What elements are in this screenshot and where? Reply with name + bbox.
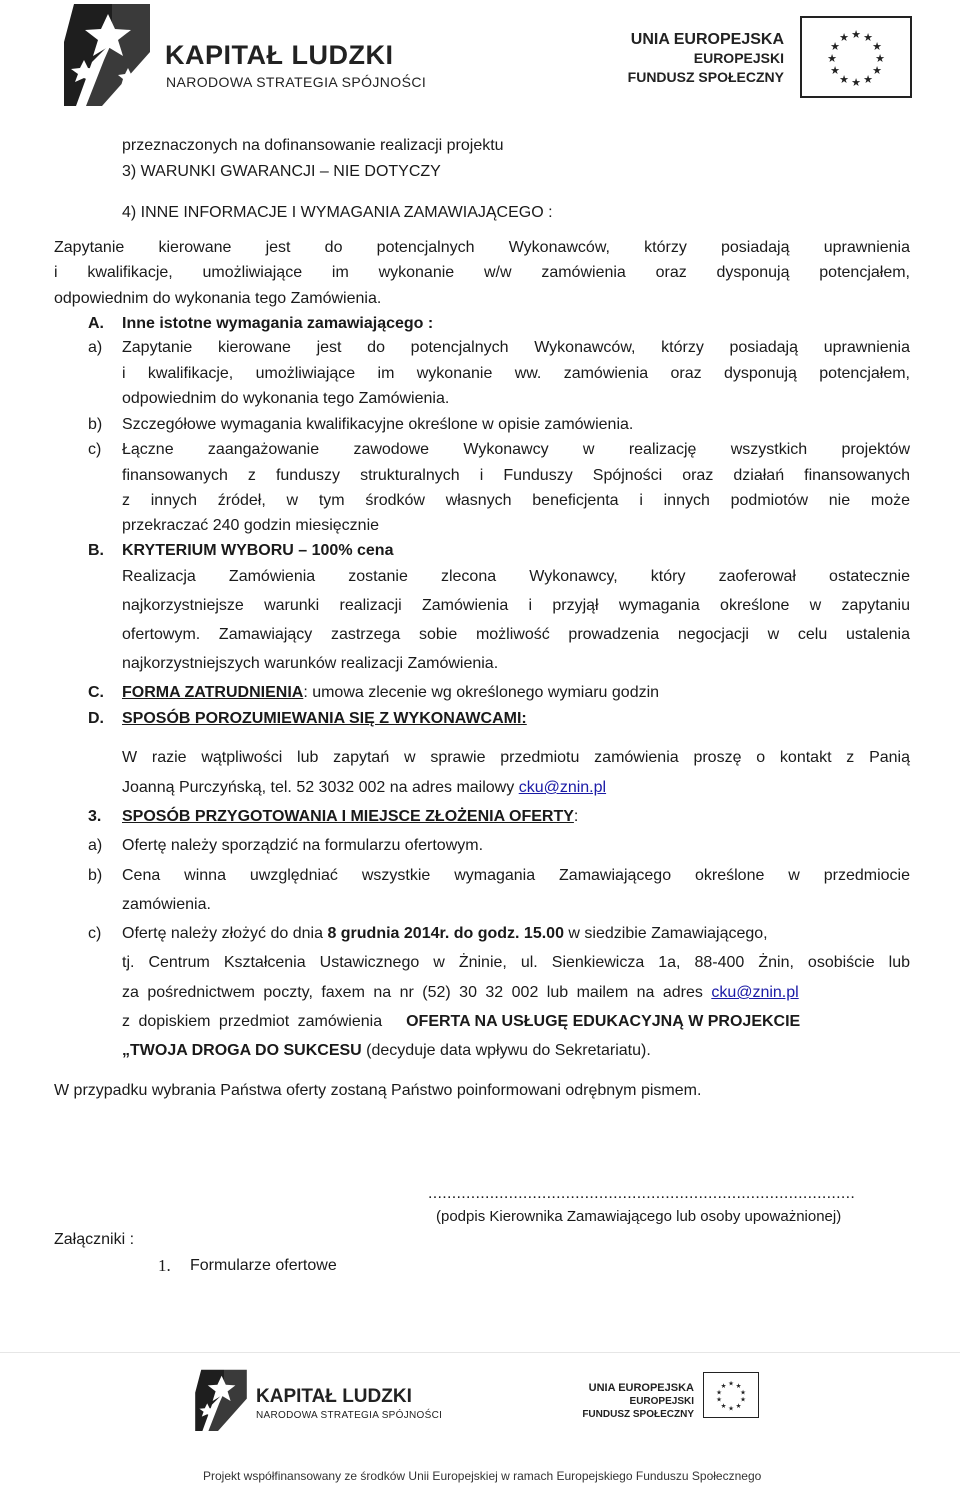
offer-email-link[interactable]: cku@znin.pl bbox=[711, 984, 799, 1001]
section-4-title: 4) INNE INFORMACJE I WYMAGANIA ZAMAWIAJĄCEGO : bbox=[122, 204, 553, 221]
section-a-a-line-2: i kwalifikacje, umożliwiające im wykonanie ww. zamówienia oraz dysponują potencjałem, bbox=[122, 365, 910, 382]
footer bbox=[0, 1355, 960, 1489]
section-3-number: 3. bbox=[88, 808, 102, 825]
kapital-ludzki-title: KAPITAŁ LUDZKI bbox=[165, 40, 394, 70]
intro-line: przeznaczonych na dofinansowanie realizacji projektu bbox=[122, 137, 504, 154]
section-b-line-1: Realizacja Zamówienia zostanie zlecona Wykonawcy, który zaoferował ostatecznie bbox=[122, 568, 910, 585]
section-a-a-line-1: Zapytanie kierowane jest do potencjalnych Wykonawców, którzy posiadają uprawnienia bbox=[122, 339, 910, 356]
section-c-rest: : umowa zlecenie wg określonego wymiaru godzin bbox=[303, 684, 660, 701]
signature-caption: (podpis Kierownika Zamawiającego lub osoby upoważnionej) bbox=[436, 1208, 842, 1225]
svg-text:★: ★ bbox=[830, 40, 840, 53]
svg-text:★: ★ bbox=[740, 1388, 746, 1397]
contact-email-link[interactable]: cku@znin.pl bbox=[518, 779, 607, 796]
svg-text:★: ★ bbox=[716, 1395, 722, 1404]
section-3-c-line-1-prefix: Ofertę należy złożyć do dnia bbox=[122, 925, 328, 942]
section-3-b-line-1: Cena winna uwzględniać wszystkie wymagania Zamawiającego określone w przedmiocie bbox=[122, 867, 910, 884]
footer-kapital-ludzki-subtitle: NARODOWA STRATEGIA SPÓJNOŚCI bbox=[256, 1410, 443, 1421]
footer-eu-flag-icon bbox=[703, 1372, 759, 1418]
eu-stars-icon bbox=[802, 18, 910, 96]
section-b-letter: B. bbox=[88, 542, 104, 559]
section-a-letter: A. bbox=[88, 315, 104, 332]
footer-eu-text-block bbox=[580, 1382, 694, 1421]
svg-text:★: ★ bbox=[863, 31, 873, 44]
section-a-a-line-3: odpowiednim do wykonania tego Zamówienia. bbox=[122, 390, 450, 407]
section-b-line-3: ofertowym. Zamawiający zastrzega sobie możliwość prowadzenia negocjacji w celu ustalenia bbox=[122, 626, 910, 643]
svg-text:★: ★ bbox=[720, 1382, 727, 1390]
svg-text:★: ★ bbox=[716, 1388, 722, 1397]
section-d-title: SPOSÓB POROZUMIEWANIA SIĘ Z WYKONAWCAMI: bbox=[122, 710, 527, 727]
footer-eu-line-2: EUROPEJSKI bbox=[629, 1396, 694, 1407]
section-a-c-line-4: przekraczać 240 godzin miesięcznie bbox=[122, 517, 380, 534]
deadline-date: 8 grudnia 2014r. do godz. 15.00 bbox=[327, 925, 564, 942]
section-3-warranty: 3) WARUNKI GWARANCJI – NIE DOTYCZY bbox=[122, 163, 441, 180]
svg-text:★: ★ bbox=[839, 73, 849, 86]
section-a-c-line-2: finansowanych z funduszy strukturalnych i Funduszy Spójności oraz działań finansowanych bbox=[122, 467, 910, 484]
section-d-letter: D. bbox=[88, 710, 104, 727]
section-3-c-line-3-prefix: za pośrednictwem poczty, faxem na nr (52) 30 32 002 lub mailem na adres bbox=[122, 984, 712, 1001]
section-a-c-line-3: z innych źródeł, w tym środków własnych beneficjenta i innych podmiotów nie może bbox=[122, 492, 910, 509]
section-c-letter: C. bbox=[88, 684, 104, 701]
footer-eu-stars-icon bbox=[704, 1373, 758, 1417]
section-3-c-line-4-prefix: z dopiskiem przedmiot zamówienia bbox=[122, 1013, 383, 1030]
section-3-c-marker: c) bbox=[88, 925, 102, 942]
section-a-c-marker: c) bbox=[88, 441, 102, 458]
closing-line: W przypadku wybrania Państwa oferty zostaną Państwo poinformowani odrębnym pismem. bbox=[54, 1082, 702, 1099]
general-para-line-3: odpowiednim do wykonania tego Zamówienia. bbox=[54, 290, 382, 307]
svg-text:★: ★ bbox=[735, 1402, 742, 1410]
section-3-b-line-2: zamówienia. bbox=[122, 896, 211, 913]
svg-text:★: ★ bbox=[839, 31, 849, 44]
section-3-c-line-5 bbox=[122, 1041, 651, 1061]
svg-text:★: ★ bbox=[728, 1379, 734, 1388]
svg-text:★: ★ bbox=[875, 52, 885, 65]
section-3-colon: : bbox=[573, 808, 579, 825]
signature-dots: .......................................................................................... bbox=[428, 1185, 856, 1202]
svg-text:★: ★ bbox=[728, 1404, 734, 1413]
eu-line-2: EUROPEJSKI bbox=[693, 50, 784, 66]
eu-flag-icon bbox=[800, 16, 912, 98]
footer-kapital-ludzki-title: KAPITAŁ LUDZKI bbox=[256, 1386, 412, 1407]
section-a-c-line-1: Łączne zaangażowanie zawodowe Wykonawcy w realizację wszystkich projektów bbox=[122, 441, 910, 458]
footer-eu-line-1: UNIA EUROPEJSKA bbox=[588, 1382, 694, 1394]
kapital-ludzki-subtitle: NARODOWA STRATEGIA SPÓJNOŚCI bbox=[166, 74, 427, 90]
section-3-a-marker: a) bbox=[88, 837, 103, 854]
section-3-c-line-4 bbox=[122, 1012, 800, 1032]
svg-text:★: ★ bbox=[720, 1402, 727, 1410]
attachment-item-text: Formularze ofertowe bbox=[190, 1257, 337, 1274]
general-para-line-2: i kwalifikacje, umożliwiające im wykonanie w/w zamówienia oraz dysponują potencjałem, bbox=[54, 264, 910, 281]
svg-text:★: ★ bbox=[851, 28, 861, 41]
svg-text:★: ★ bbox=[863, 73, 873, 86]
kapital-ludzki-logo-icon bbox=[62, 2, 152, 110]
header bbox=[0, 0, 960, 120]
section-d-line-1: W razie wątpliwości lub zapytań w sprawie przedmiotu zamówienia proszę o kontakt z Panią bbox=[122, 749, 910, 766]
footer-eu-line-3: FUNDUSZ SPOŁECZNY bbox=[582, 1409, 694, 1420]
section-3-c-line-3 bbox=[122, 983, 799, 1003]
svg-text:★: ★ bbox=[851, 76, 861, 89]
section-c-line bbox=[122, 683, 659, 703]
section-3-c-line-2: tj. Centrum Kształcenia Ustawicznego w Żninie, ul. Sienkiewicza 1a, 88-400 Żnin, osobiście lub bbox=[122, 954, 910, 971]
eu-text-block bbox=[598, 30, 784, 87]
section-3-title: SPOSÓB PRZYGOTOWANIA I MIEJSCE ZŁOŻENIA OFERTY bbox=[122, 808, 574, 825]
eu-line-1: UNIA EUROPEJSKA bbox=[630, 31, 784, 48]
attachments-label: Załączniki : bbox=[54, 1231, 135, 1248]
eu-line-3: FUNDUSZ SPOŁECZNY bbox=[627, 69, 784, 85]
svg-text:★: ★ bbox=[735, 1382, 742, 1390]
offer-label-bold: OFERTA NA USŁUGĘ EDUKACYJNĄ W PROJEKCIE bbox=[406, 1013, 801, 1030]
project-name-bold: „TWOJA DROGA DO SUKCESU bbox=[122, 1042, 362, 1059]
section-a-title: Inne istotne wymagania zamawiającego : bbox=[122, 315, 434, 332]
svg-text:★: ★ bbox=[740, 1395, 746, 1404]
section-a-b-marker: b) bbox=[88, 416, 103, 433]
section-3-b-marker: b) bbox=[88, 867, 103, 884]
section-3-c-line-1-suffix: w siedzibie Zamawiającego, bbox=[563, 925, 768, 942]
section-b-line-2: najkorzystniejsze warunki realizacji Zamówienia i przyjął wymagania określone w zapytaniu bbox=[122, 597, 910, 614]
section-d-line-2-text: Joanną Purczyńską, tel. 52 3032 002 na adres mailowy bbox=[122, 779, 519, 796]
attachment-item-number: 1. bbox=[158, 1256, 171, 1275]
footer-divider bbox=[0, 1352, 960, 1353]
footer-kapital-ludzki-logo-icon bbox=[194, 1365, 248, 1437]
section-a-b-line-1: Szczegółowe wymagania kwalifikacyjne określone w opisie zamówienia. bbox=[122, 416, 634, 433]
svg-text:★: ★ bbox=[827, 52, 837, 65]
section-a-a-marker: a) bbox=[88, 339, 103, 356]
section-3-heading bbox=[122, 807, 578, 827]
section-c-title: FORMA ZATRUDNIENIA bbox=[122, 684, 304, 701]
svg-text:★: ★ bbox=[872, 40, 882, 53]
general-para-line-1: Zapytanie kierowane jest do potencjalnych Wykonawców, którzy posiadają uprawnienia bbox=[54, 239, 910, 256]
svg-text:★: ★ bbox=[872, 64, 882, 77]
section-b-line-4: najkorzystniejszych warunków realizacji Zamówienia. bbox=[122, 655, 499, 672]
footer-cofinanced-text: Projekt współfinansowany ze środków Unii Europejskiej w ramach Europejskiego Funduszu Społecznego bbox=[203, 1469, 762, 1483]
section-b-title: KRYTERIUM WYBORU – 100% cena bbox=[122, 542, 394, 559]
svg-text:★: ★ bbox=[830, 64, 840, 77]
section-d-line-2 bbox=[122, 778, 606, 798]
section-3-c-line-5-suffix: (decyduje data wpływu do Sekretariatu). bbox=[361, 1042, 651, 1059]
section-3-c-line-1 bbox=[122, 924, 768, 944]
section-3-a-line-1: Ofertę należy sporządzić na formularzu ofertowym. bbox=[122, 837, 484, 854]
